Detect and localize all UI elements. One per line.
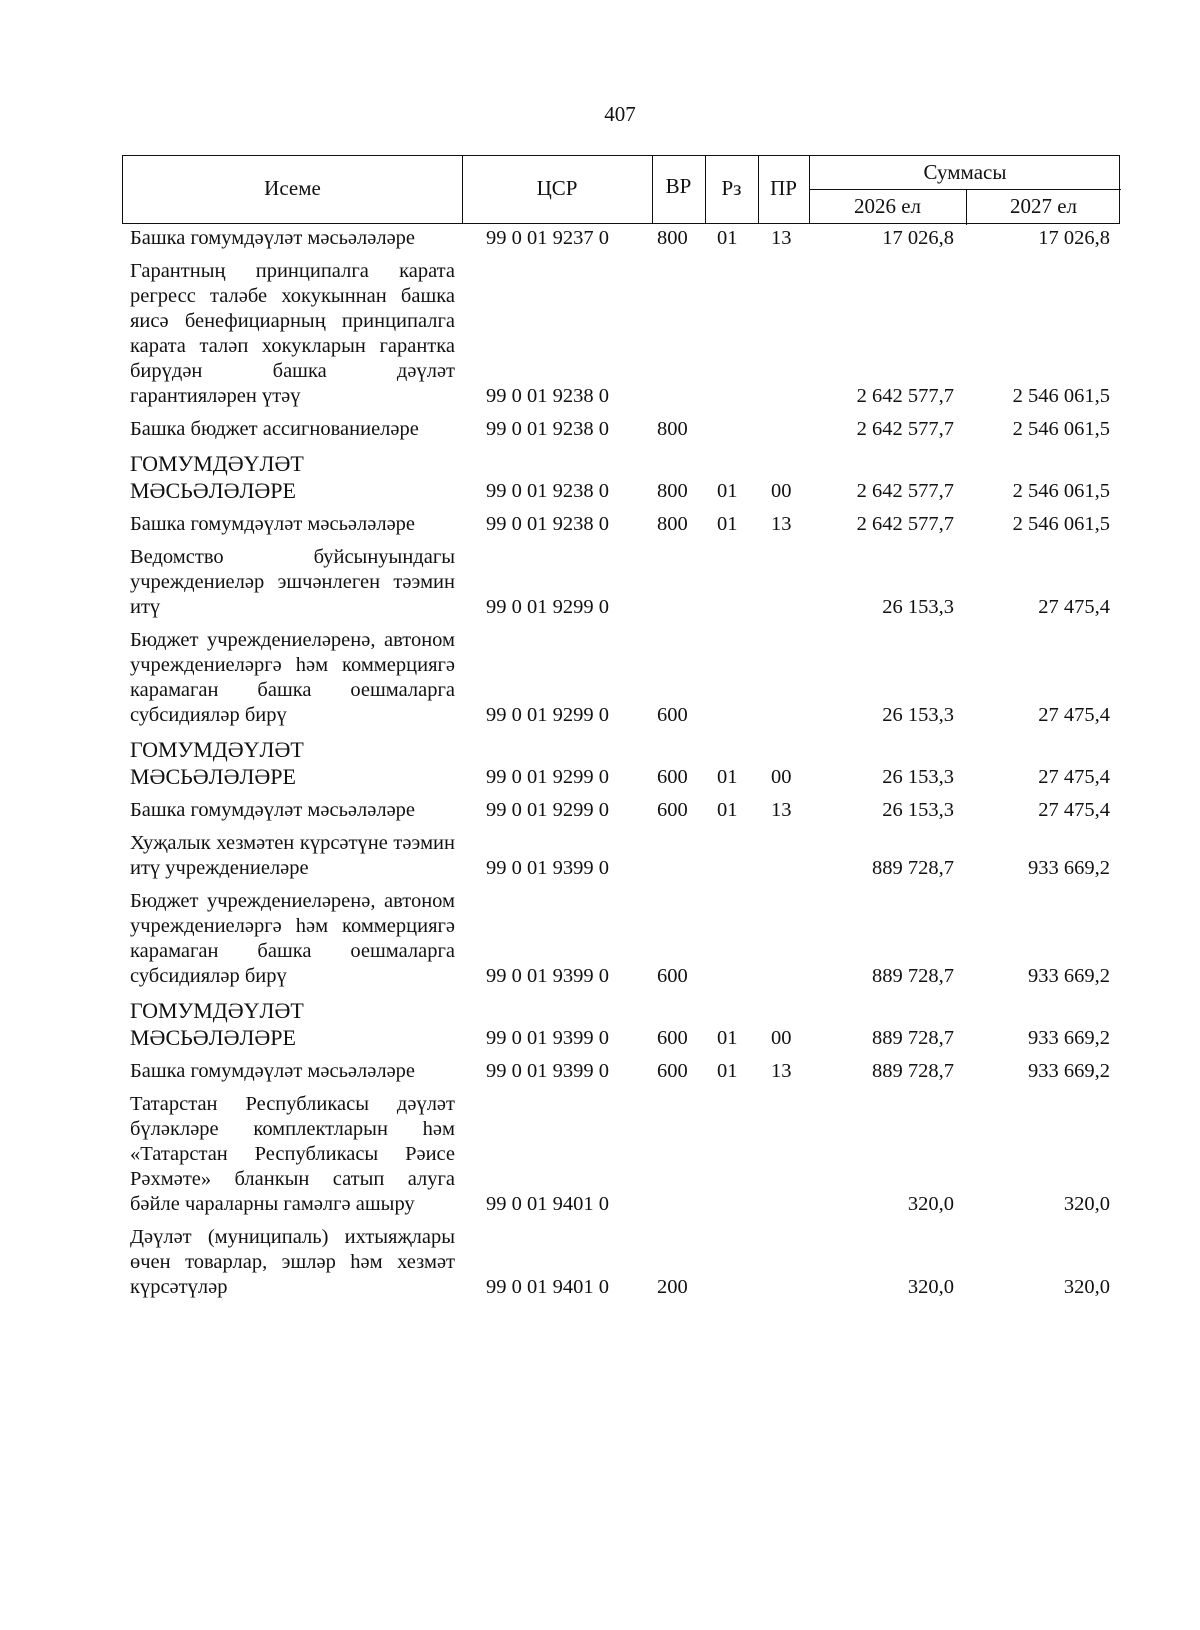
row-vr: 600 — [657, 965, 688, 987]
table-row — [0, 545, 1200, 620]
table-row — [0, 798, 1200, 823]
row-sum-2027: 320,0 — [1063, 1193, 1110, 1215]
row-sum-2026: 2 642 577,7 — [856, 480, 954, 502]
row-csr: 99 0 01 9399 0 — [486, 857, 609, 879]
header-rz: Рз — [721, 176, 742, 200]
row-sum-2027: 17 026,8 — [1038, 227, 1110, 249]
row-csr: 99 0 01 9399 0 — [486, 965, 609, 987]
row-sum-2026: 889 728,7 — [872, 1027, 954, 1049]
row-vr: 800 — [657, 513, 688, 535]
row-pr: 00 — [771, 480, 792, 502]
row-name: Дәүләт (муниципаль) ихтыяҗлары өчен товарлар, эшләр һәм хезмәт күрсәтүләр — [130, 1226, 455, 1298]
row-name: Бюджет учреждениеләренә, автоном учреждениеләргә һәм коммерциягә карамаган башка оешмаларга субсидияләр бирү — [130, 629, 455, 726]
row-name: Башка бюджет ассигнованиеләре — [130, 418, 419, 440]
row-rz: 01 — [717, 799, 738, 821]
row-sum-2026: 2 642 577,7 — [856, 513, 954, 535]
row-sum-2027: 27 475,4 — [1038, 704, 1110, 726]
row-vr: 600 — [657, 1060, 688, 1082]
row-csr: 99 0 01 9238 0 — [486, 513, 609, 535]
row-rz: 01 — [717, 1027, 738, 1049]
header-name: Исеме — [264, 176, 321, 200]
row-name: Башка гомумдәүләт мәсьәләләре — [130, 799, 416, 821]
row-rz: 01 — [717, 480, 738, 502]
header-vr: ВР — [665, 174, 692, 198]
row-sum-2027: 933 669,2 — [1028, 1060, 1110, 1082]
row-sum-2026: 889 728,7 — [872, 857, 954, 879]
row-sum-2027: 2 546 061,5 — [1012, 513, 1110, 535]
row-rz: 01 — [717, 766, 738, 788]
row-name: Хуҗалык хезмәтен күрсәтүне тәэмин итү учреждениеләре — [130, 832, 455, 879]
row-sum-2026: 320,0 — [907, 1193, 954, 1215]
row-rz: 01 — [717, 513, 738, 535]
row-csr: 99 0 01 9299 0 — [486, 766, 609, 788]
row-csr: 99 0 01 9299 0 — [486, 799, 609, 821]
row-csr: 99 0 01 9401 0 — [486, 1276, 609, 1298]
row-vr: 600 — [657, 766, 688, 788]
row-sum-2026: 889 728,7 — [872, 965, 954, 987]
row-csr: 99 0 01 9299 0 — [486, 596, 609, 618]
row-csr: 99 0 01 9299 0 — [486, 704, 609, 726]
header-year-2027: 2027 ел — [1009, 194, 1078, 218]
row-name: Башка гомумдәүләт мәсьәләләре — [130, 513, 416, 535]
row-name: Бюджет учреждениеләренә, автоном учреждениеләргә һәм коммерциягә карамаган башка оешмаларга субсидияләр бирү — [130, 890, 455, 987]
table-body — [0, 226, 1200, 1308]
row-name: Башка гомумдәүләт мәсьәләләре — [130, 1060, 416, 1082]
table-header — [122, 155, 1120, 224]
row-vr: 800 — [657, 418, 688, 440]
row-name: Татарстан Республикасы дәүләт бүләкләре комплектларын һәм «Татарстан Республикасы Рәисе Рәхмәте» бланкын сатып алуга бәйле чараларны гамәлгә ашыру — [130, 1093, 455, 1215]
row-sum-2027: 933 669,2 — [1028, 857, 1110, 879]
row-pr: 13 — [771, 513, 792, 535]
table-row — [0, 450, 1200, 504]
row-sum-2027: 27 475,4 — [1038, 799, 1110, 821]
row-sum-2026: 2 642 577,7 — [856, 418, 954, 440]
row-name: Ведомство буйсынуындагы учреждениеләр эшчәнлеген тәэмин итү — [130, 546, 455, 618]
row-rz: 01 — [717, 1060, 738, 1082]
row-vr: 600 — [657, 799, 688, 821]
header-csr: ЦСР — [536, 176, 578, 200]
table-row — [0, 259, 1200, 409]
row-pr: 13 — [771, 799, 792, 821]
row-sum-2026: 17 026,8 — [882, 227, 954, 249]
row-section-title: ГОМУМДӘҮЛӘТ МӘСЬӘЛӘЛӘРЕ — [130, 451, 304, 503]
row-sum-2026: 26 153,3 — [882, 704, 954, 726]
header-sums: Суммасы — [923, 160, 1007, 184]
row-name: Башка гомумдәүләт мәсьәләләре — [130, 227, 416, 249]
row-rz: 01 — [717, 227, 738, 249]
row-csr: 99 0 01 9238 0 — [486, 480, 609, 502]
row-sum-2026: 26 153,3 — [882, 766, 954, 788]
table-row — [0, 512, 1200, 537]
sums-divider — [809, 189, 1121, 190]
row-sum-2026: 889 728,7 — [872, 1060, 954, 1082]
row-sum-2026: 320,0 — [907, 1276, 954, 1298]
row-csr: 99 0 01 9399 0 — [486, 1027, 609, 1049]
table-row — [0, 1225, 1200, 1300]
row-csr: 99 0 01 9399 0 — [486, 1060, 609, 1082]
row-vr: 200 — [657, 1276, 688, 1298]
table-row — [0, 831, 1200, 881]
row-section-title: ГОМУМДӘҮЛӘТ МӘСЬӘЛӘЛӘРЕ — [130, 998, 304, 1050]
table-row — [0, 736, 1200, 790]
row-sum-2027: 933 669,2 — [1028, 1027, 1110, 1049]
header-year-2026: 2026 ел — [853, 194, 922, 218]
row-name: Гарантның принципалга карата регресс таләбе хокукыннан башка яисә бенефициарның принципалга карата таләп хокукларын гарантка бирүдән башка дәүләт гарантияләрен үтәү — [130, 260, 455, 407]
row-vr: 600 — [657, 1027, 688, 1049]
row-pr: 00 — [771, 1027, 792, 1049]
row-sum-2027: 2 546 061,5 — [1012, 385, 1110, 407]
row-sum-2026: 2 642 577,7 — [856, 385, 954, 407]
table-row — [0, 1059, 1200, 1084]
row-sum-2027: 2 546 061,5 — [1012, 480, 1110, 502]
row-sum-2026: 26 153,3 — [882, 596, 954, 618]
row-sum-2027: 2 546 061,5 — [1012, 418, 1110, 440]
row-pr: 13 — [771, 1060, 792, 1082]
row-csr: 99 0 01 9238 0 — [486, 385, 609, 407]
table-row — [0, 889, 1200, 989]
row-sum-2027: 933 669,2 — [1028, 965, 1110, 987]
row-csr: 99 0 01 9237 0 — [486, 227, 609, 249]
row-sum-2026: 26 153,3 — [882, 799, 954, 821]
row-pr: 13 — [771, 227, 792, 249]
header-pr: ПР — [770, 176, 797, 200]
row-sum-2027: 320,0 — [1063, 1276, 1110, 1298]
row-vr: 800 — [657, 480, 688, 502]
table-row — [0, 226, 1200, 251]
row-csr: 99 0 01 9401 0 — [486, 1193, 609, 1215]
table-row — [0, 1092, 1200, 1217]
table-row — [0, 628, 1200, 728]
row-vr: 600 — [657, 704, 688, 726]
row-sum-2027: 27 475,4 — [1038, 766, 1110, 788]
table-row — [0, 997, 1200, 1051]
row-section-title: ГОМУМДӘҮЛӘТ МӘСЬӘЛӘЛӘРЕ — [130, 737, 304, 789]
table-row — [0, 417, 1200, 442]
row-sum-2027: 27 475,4 — [1038, 596, 1110, 618]
row-csr: 99 0 01 9238 0 — [486, 418, 609, 440]
row-pr: 00 — [771, 766, 792, 788]
row-vr: 800 — [657, 227, 688, 249]
page-number: 407 — [604, 102, 636, 126]
